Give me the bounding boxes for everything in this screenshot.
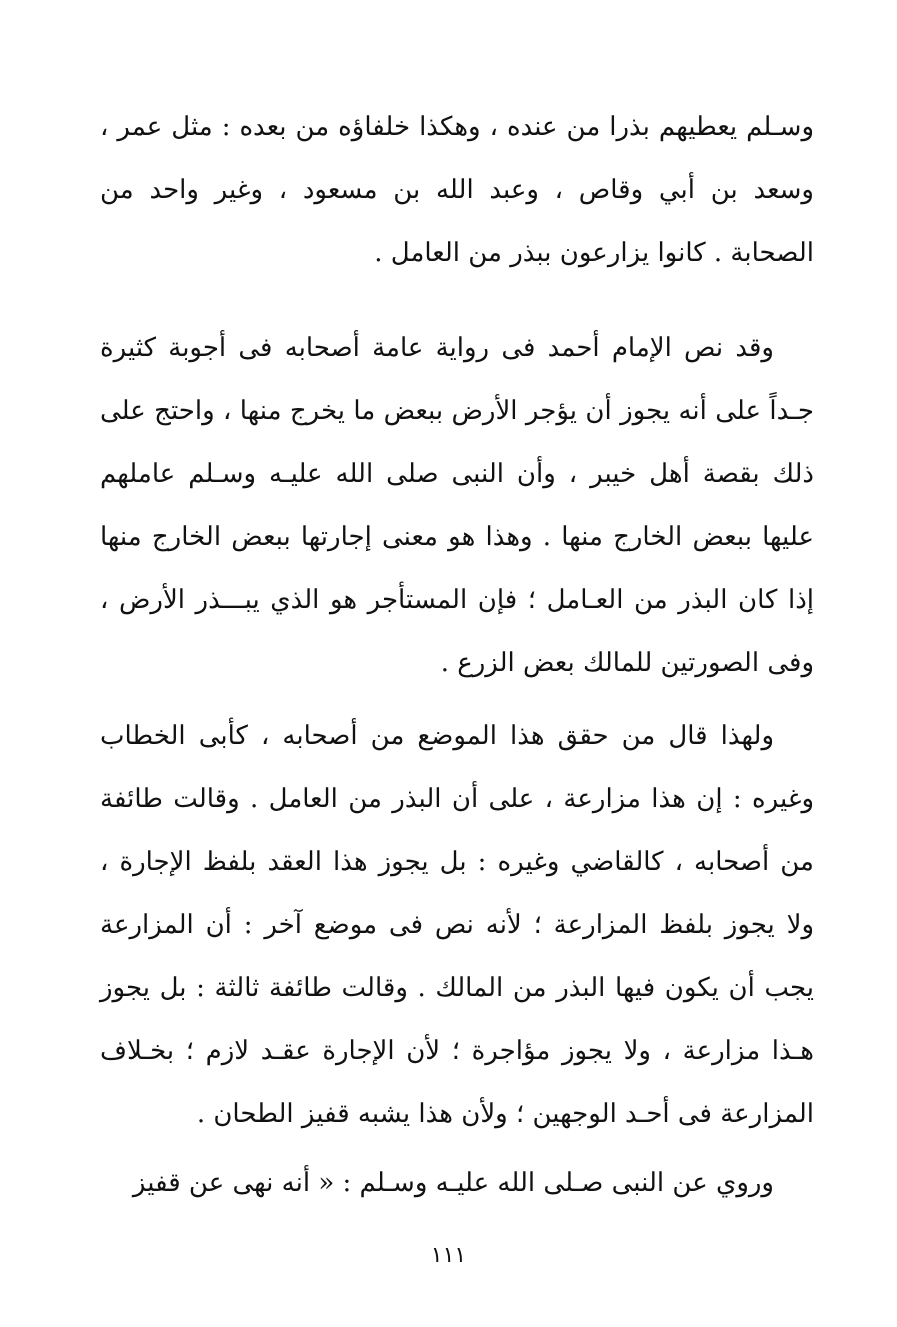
paragraph-4-block: [100, 1152, 814, 1215]
paragraph: وقد نص الإمام أحمد فى رواية عامة أصحابه فى أجوبة كثيرة جـداً على أنه يجوز أن يؤجر الأرض ببعض ما يخرج منها ، واحتج على ذلك بقصة أهل خيبر ، وأن النبى صلى الله عليـه وسـلم عاملهم عليها ببعض الخارج منها . وهذا هو معنى إجارتها ببعض الخارج منها إذا كان البذر من العـامل ؛ فإن المستأجر هو الذي يبـــذر الأرض ، وفى الصورتين للمالك بعض الزرع .: [100, 333, 814, 678]
page-number: ١١١: [430, 1243, 467, 1268]
paragraph: وروي عن النبى صـلى الله عليـه وسـلم : « أنه نهى عن قفيز: [132, 1168, 774, 1198]
paragraph-2-block: [100, 317, 814, 695]
paragraph-3-block: [100, 705, 814, 1146]
paragraph: ولهذا قال من حقق هذا الموضع من أصحابه ، كأبى الخطاب وغيره : إن هذا مزارعة ، على أن البذر من العامل . وقالت طائفة من أصحابه ، كالقاضي وغيره : بل يجوز هذا العقد بلفظ الإجارة ، ولا يجوز بلفظ المزارعة ؛ لأنه نص فى موضع آخر : أن المزارعة يجب أن يكون فيها البذر من المالك . وقالت طائفة ثالثة : بل يجوز هـذا مزارعة ، ولا يجوز مؤاجرة ؛ لأن الإجارة عقـد لازم ؛ بخـلاف المزارعة فى أحـد الوجهين ؛ ولأن هذا يشبه قفيز الطحان .: [100, 721, 814, 1129]
paragraph: وسـلم يعطيهم بذرا من عنده ، وهكذا خلفاؤه من بعده : مثل عمر ، وسعد بن أبي وقاص ، وعبد الله بن مسعود ، وغير واحد من الصحابة . كانوا يزارعون ببذر من العامل .: [100, 112, 814, 268]
paragraph-1-block: [100, 96, 814, 285]
